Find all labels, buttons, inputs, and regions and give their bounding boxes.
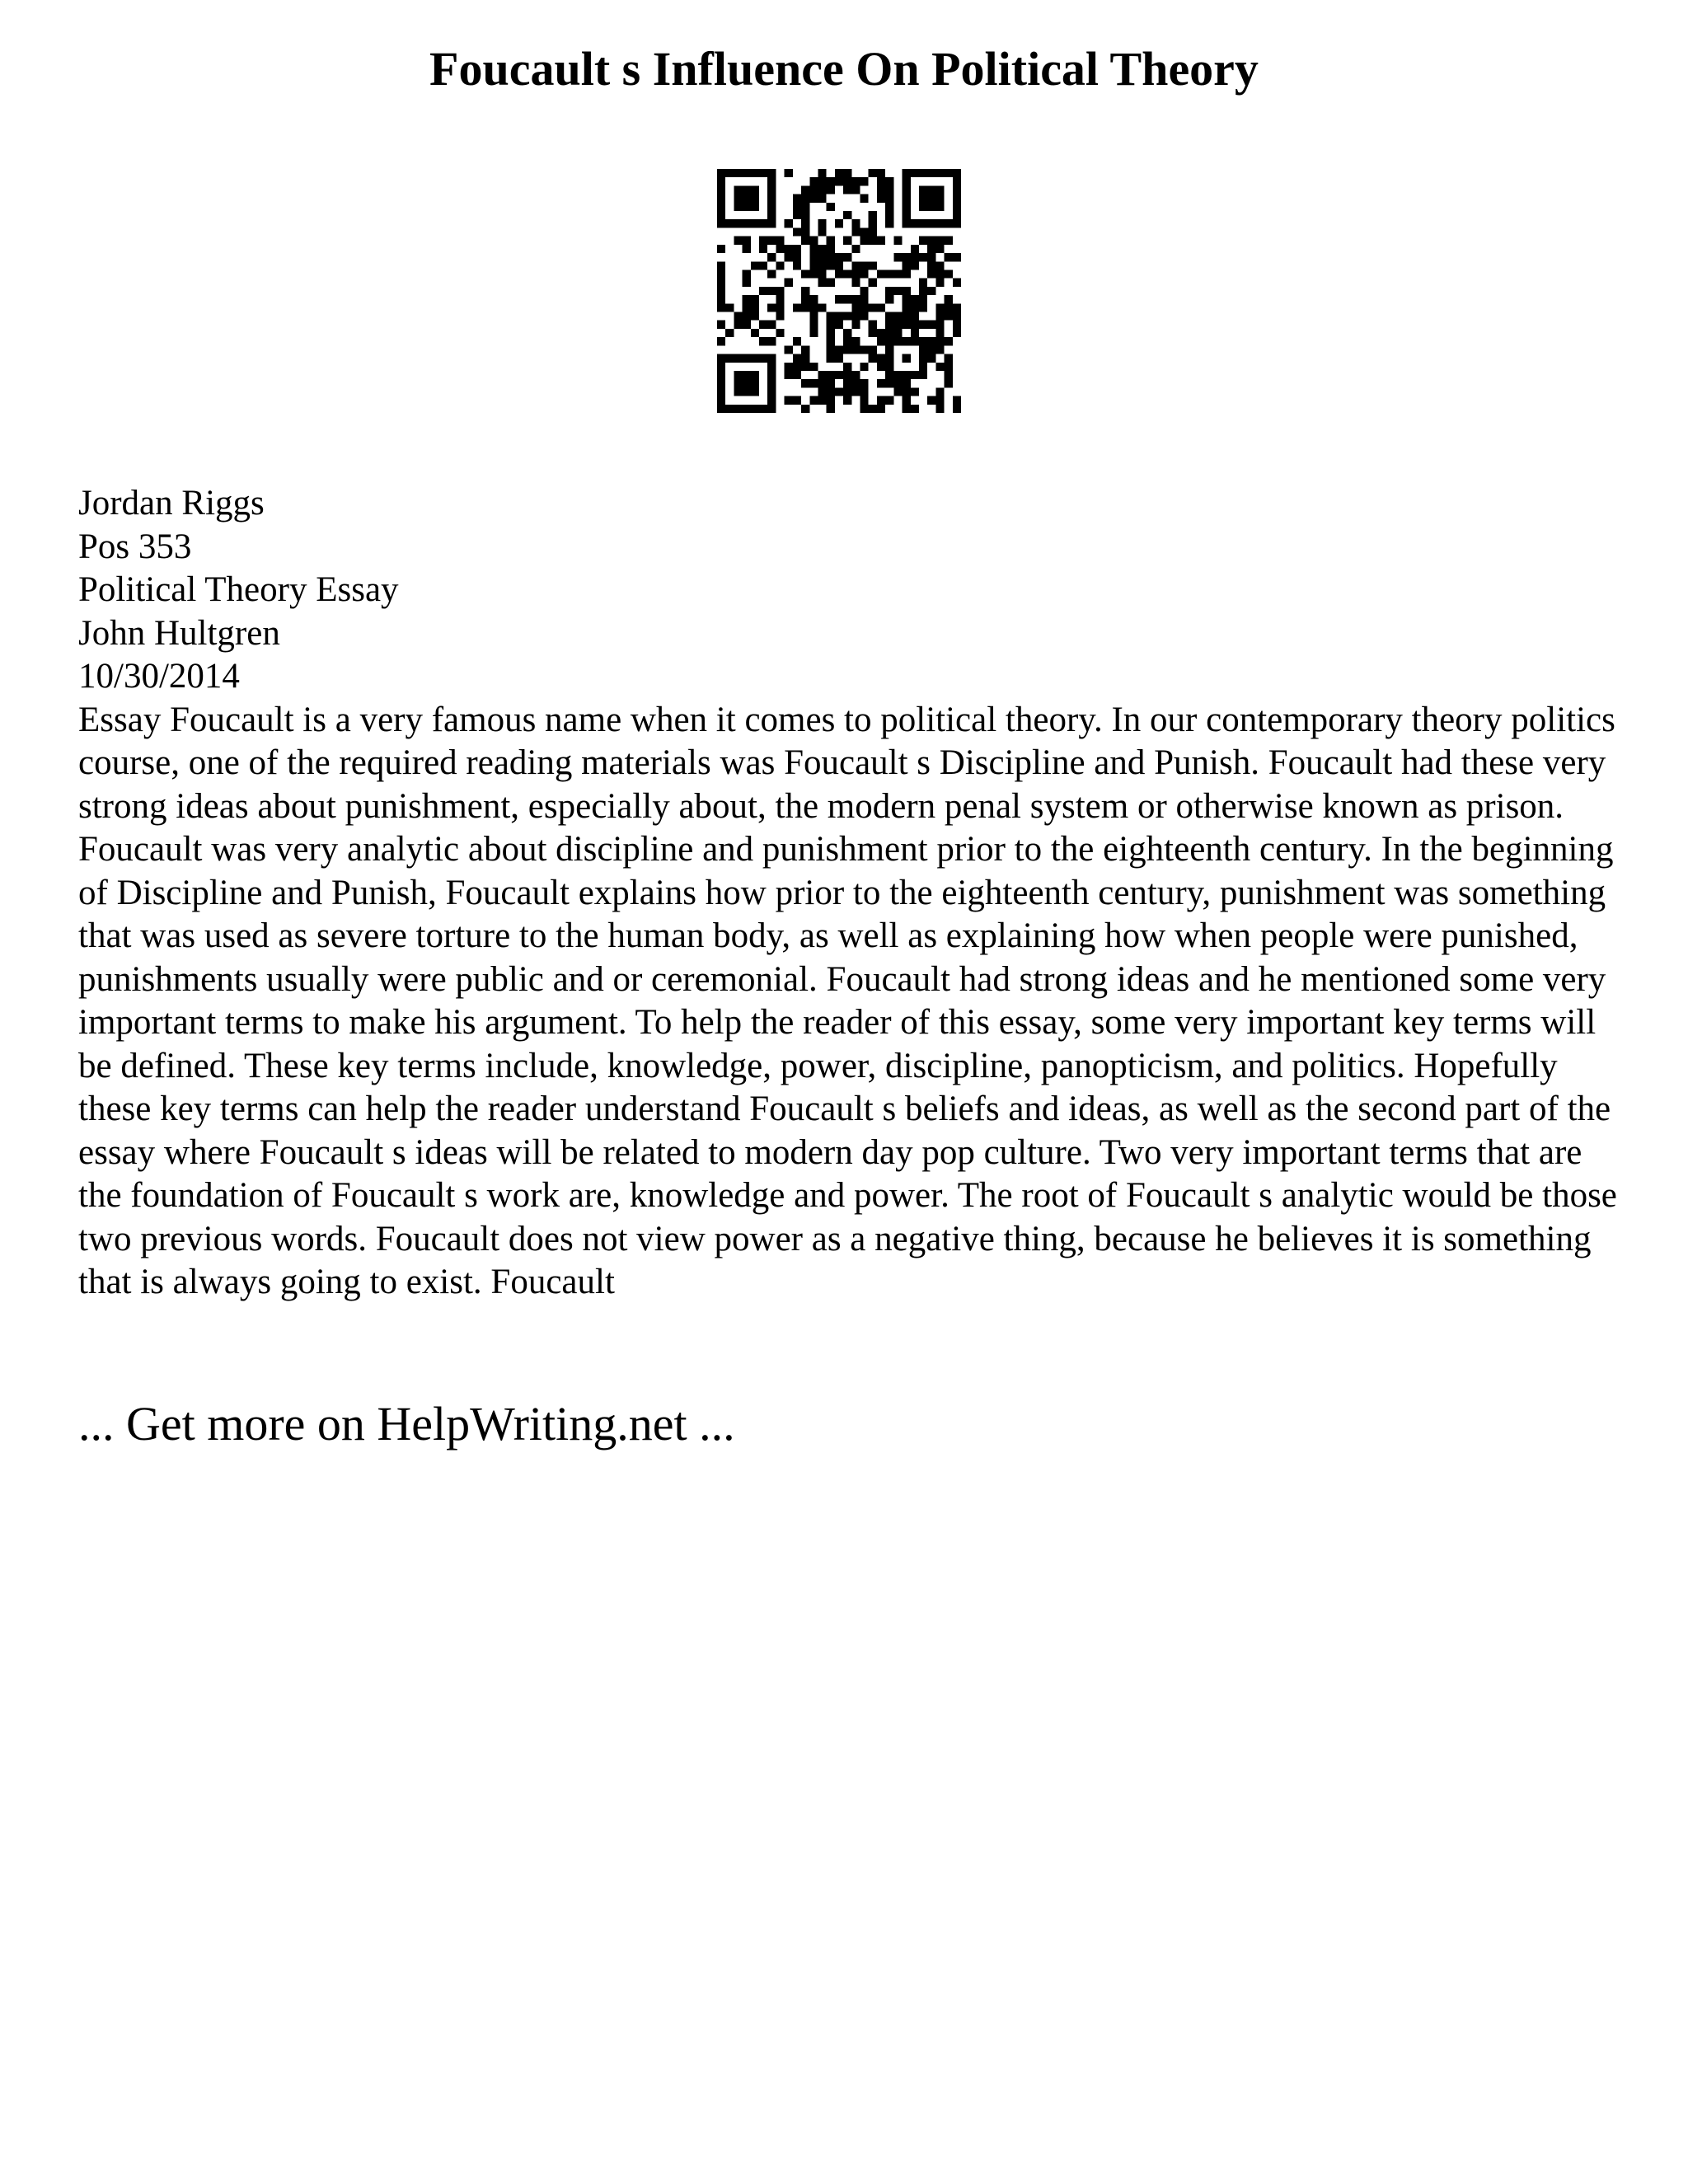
essay-body-text: Essay Foucault is a very famous name when it comes to political theory. In our contemporary theory politics course, one of the required reading materials was Foucault s Discipline and Punish. Foucault had these very strong ideas about punishment, especially about, the modern penal system or otherwise known as prison. Foucault was very analytic about discipline and punishment prior to the eighteenth century. In the beginning of Discipline and Punish, Foucault explains how prior to the eighteenth century, punishment was something that was used as severe torture to the human body, as well as explaining how when people were punished, punishments usually were public and or ceremonial. Foucault had strong ideas and he mentioned some very important terms to make his argument. To help the reader of this essay, some very important key terms will be defined. These key terms include, knowledge, power, discipline, panopticism, and politics. Hopefully these key terms can help the reader understand Foucault s beliefs and ideas, as well as the second part of the essay where Foucault s ideas will be related to modern day pop culture. Two very important terms that are the foundation of Foucault s work are, knowledge and power. The root of Foucault s analytic would be those two previous words. Foucault does not view power as a negative thing, because he believes it is something that is always going to exist. Foucault (78, 700, 1617, 1301)
document-body (78, 482, 1628, 1305)
get-more-link[interactable]: ... Get more on HelpWriting.net ... (78, 1397, 735, 1451)
document-title: Foucault s Influence On Political Theory (429, 42, 1259, 96)
instructor-name: John Hultgren (78, 613, 280, 653)
qr-code-icon (717, 169, 961, 413)
document-date: 10/30/2014 (78, 657, 240, 696)
course-code: Pos 353 (78, 527, 192, 566)
author-name: Jordan Riggs (78, 484, 265, 523)
assignment-title: Political Theory Essay (78, 570, 399, 609)
